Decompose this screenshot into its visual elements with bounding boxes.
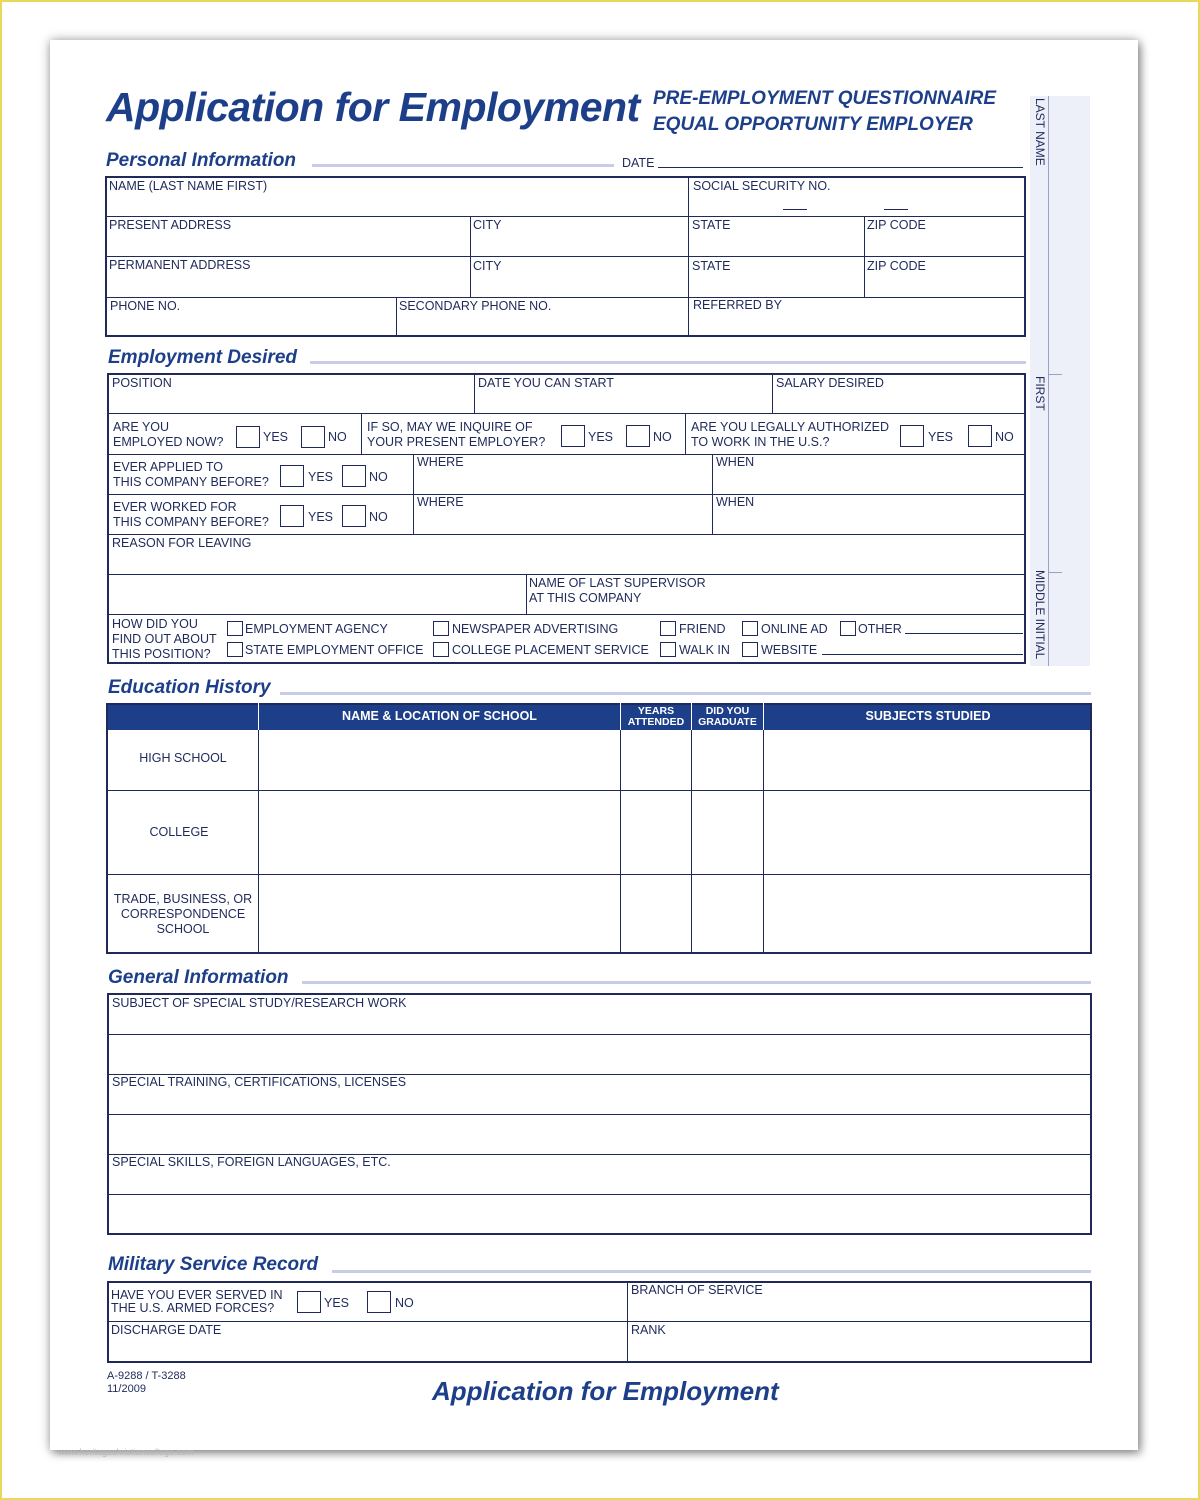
how-found-label-2: FIND OUT ABOUT [112,632,217,646]
source-agency-label: EMPLOYMENT AGENCY [245,622,388,636]
education-col-divider [620,703,621,954]
military-row-divider [107,1321,1092,1322]
worked-label-1: EVER WORKED FOR [113,500,237,514]
source-agency-checkbox[interactable] [227,621,243,636]
employment-col-divider [685,413,686,454]
worked-label-2: THIS COMPANY BEFORE? [113,515,269,529]
source-state-office-checkbox[interactable] [227,642,243,657]
education-col-divider [691,703,692,954]
name-field[interactable]: NAME (LAST NAME FIRST) [109,179,268,193]
authorized-label-1: ARE YOU LEGALLY AUTHORIZED [691,420,889,434]
inquire-label-2: YOUR PRESENT EMPLOYER? [367,435,546,449]
source-walk-in-label: WALK IN [679,643,730,657]
inquire-no-checkbox[interactable] [626,425,650,447]
employment-col-divider [361,413,362,454]
personal-col-divider [470,216,471,297]
education-row-divider [106,874,1092,875]
education-col-subjects: SUBJECTS STUDIED [865,709,991,723]
personal-col-divider [864,216,865,297]
served-label-2: THE U.S. ARMED FORCES? [111,1301,275,1315]
education-row-trade-3: SCHOOL [156,922,210,936]
education-row-trade-2: CORRESPONDENCE [120,907,246,921]
employment-row-divider [107,494,1026,495]
side-last-name-label: LAST NAME [1033,98,1047,166]
employment-row-divider [107,534,1026,535]
applied-no-checkbox[interactable] [342,465,366,487]
referred-by-field[interactable]: REFERRED BY [693,298,782,312]
special-study-field[interactable]: SUBJECT OF SPECIAL STUDY/RESEARCH WORK [112,996,407,1010]
served-yes-checkbox[interactable] [297,1291,321,1313]
education-row-divider [106,790,1092,791]
employment-row-divider [107,574,1026,575]
military-title-rule [332,1270,1091,1273]
personal-section-title: Personal Information [106,150,297,171]
inquire-yes-checkbox[interactable] [561,425,585,447]
applied-label-1: EVER APPLIED TO [113,460,224,474]
education-col-graduate-2: GRADUATE [698,716,757,728]
ssn-field[interactable]: SOCIAL SECURITY NO. [693,179,831,193]
inquire-no-label: NO [653,430,672,444]
employment-col-divider [526,574,527,614]
position-field[interactable]: POSITION [112,376,172,390]
employment-row-divider [107,454,1026,455]
personal-title-rule [312,164,614,167]
permanent-address-field[interactable]: PERMANENT ADDRESS [109,258,251,272]
source-online-ad-label: ONLINE AD [761,622,828,636]
education-col-years-1: YEARS [637,705,675,717]
inquire-label-1: IF SO, MAY WE INQUIRE OF [367,420,533,434]
education-title-rule [280,692,1091,695]
applied-no-label: NO [369,470,388,484]
supervisor-label-1[interactable]: NAME OF LAST SUPERVISOR [529,576,706,590]
source-college-checkbox[interactable] [433,642,449,657]
source-friend-label: FRIEND [679,622,726,636]
education-row-trade-1: TRADE, BUSINESS, OR [113,892,253,906]
footer-title: Application for Employment [432,1376,779,1406]
how-found-label-1: HOW DID YOU [112,617,198,631]
general-section-title: General Information [108,967,289,988]
form-code-number: A-9288 / T-3288 [107,1370,186,1382]
employment-col-divider [712,454,713,534]
employment-title-rule [310,361,1026,364]
employed-now-no-label: NO [328,430,347,444]
worked-yes-checkbox[interactable] [280,505,304,527]
date-label: DATE [622,156,655,170]
date-start-field[interactable]: DATE YOU CAN START [478,376,614,390]
education-col-graduate-1: DID YOU [705,705,750,717]
source-newspaper-label: NEWSPAPER ADVERTISING [452,622,619,636]
side-tick-first [1048,374,1062,375]
side-first-label: FIRST [1033,376,1047,411]
permanent-state-field[interactable]: STATE [692,259,731,273]
applied-when-field[interactable]: WHEN [716,455,755,469]
side-strip-divider [1048,96,1049,666]
side-tick-middle [1048,572,1062,573]
personal-col-divider [396,297,397,337]
form-code [107,1370,186,1396]
form-subtitle-questionnaire: PRE-EMPLOYMENT QUESTIONNAIRE [653,88,997,109]
source-other-label: OTHER [858,622,902,636]
employment-col-divider [474,373,475,413]
source-online-ad-checkbox[interactable] [742,621,758,636]
personal-row-divider [105,256,1026,257]
ssn-segment-line [783,209,807,210]
form-subtitle-eoe: EQUAL OPPORTUNITY EMPLOYER [653,114,973,135]
education-row-high-school: HIGH SCHOOL [139,751,227,765]
branch-field[interactable]: BRANCH OF SERVICE [631,1283,763,1297]
training-field[interactable]: SPECIAL TRAINING, CERTIFICATIONS, LICENSES [112,1075,407,1089]
applied-yes-checkbox[interactable] [280,465,304,487]
served-yes-label: YES [324,1296,350,1310]
watermark: www.heritagechristiancollege.com [58,1447,194,1457]
date-line[interactable] [658,167,1023,168]
ssn-segment-line [884,209,908,210]
employment-row-divider [107,614,1026,615]
education-col-divider [763,703,764,954]
authorized-yes-checkbox[interactable] [900,425,924,447]
employment-col-divider [772,373,773,413]
inquire-yes-label: YES [588,430,614,444]
rank-field[interactable]: RANK [631,1323,666,1337]
skills-field[interactable]: SPECIAL SKILLS, FOREIGN LANGUAGES, ETC. [112,1155,391,1169]
phone-field[interactable]: PHONE NO. [110,299,181,313]
military-section-title: Military Service Record [108,1254,319,1275]
source-newspaper-checkbox[interactable] [433,621,449,636]
served-label-1: HAVE YOU EVER SERVED IN [111,1288,283,1302]
side-middle-initial-label: MIDDLE INITIAL [1033,570,1047,660]
employment-col-divider [413,454,414,534]
permanent-city-field[interactable]: CITY [473,259,502,273]
supervisor-label-2: AT THIS COMPANY [529,591,642,605]
present-state-field[interactable]: STATE [692,218,731,232]
salary-field[interactable]: SALARY DESIRED [776,376,884,390]
authorized-yes-label: YES [928,430,954,444]
source-website-label: WEBSITE [761,643,818,657]
personal-row-divider [105,216,1026,217]
how-found-label-3: THIS POSITION? [112,647,211,661]
source-other-line[interactable] [905,633,1023,634]
discharge-date-field[interactable]: DISCHARGE DATE [111,1323,222,1337]
present-city-field[interactable]: CITY [473,218,502,232]
applied-label-2: THIS COMPANY BEFORE? [113,475,269,489]
source-college-label: COLLEGE PLACEMENT SERVICE [452,643,649,657]
employed-now-yes-checkbox[interactable] [236,426,260,448]
authorized-no-checkbox[interactable] [968,425,992,447]
served-no-label: NO [395,1296,414,1310]
source-friend-checkbox[interactable] [660,621,676,636]
served-no-checkbox[interactable] [367,1291,391,1313]
authorized-no-label: NO [995,430,1014,444]
present-zip-field[interactable]: ZIP CODE [867,218,926,232]
source-state-office-label: STATE EMPLOYMENT OFFICE [245,643,424,657]
general-row-divider [107,1034,1092,1035]
permanent-zip-field[interactable]: ZIP CODE [867,259,926,273]
education-col-years-2: ATTENDED [627,716,685,728]
general-title-rule [302,981,1091,984]
general-row-divider [107,1114,1092,1115]
source-walk-in-checkbox[interactable] [660,642,676,657]
worked-when-field[interactable]: WHEN [716,495,755,509]
authorized-label-2: TO WORK IN THE U.S.? [691,435,830,449]
employed-now-label-2: EMPLOYED NOW? [113,435,224,449]
secondary-phone-field[interactable]: SECONDARY PHONE NO. [399,299,552,313]
personal-row-divider [105,297,1026,298]
personal-col-divider [688,176,689,337]
employed-now-label-1: ARE YOU [113,420,170,434]
worked-no-label: NO [369,510,388,524]
applied-where-field[interactable]: WHERE [417,455,464,469]
employment-section-title: Employment Desired [108,347,297,368]
form-code-date: 11/2009 [107,1383,146,1395]
present-address-field[interactable]: PRESENT ADDRESS [109,218,232,232]
form-title: Application for Employment [106,84,640,130]
education-row-college: COLLEGE [149,825,209,839]
worked-where-field[interactable]: WHERE [417,495,464,509]
general-row-divider [107,1194,1092,1195]
worked-no-checkbox[interactable] [342,505,366,527]
education-col-school: NAME & LOCATION OF SCHOOL [342,709,537,723]
worked-yes-label: YES [308,510,334,524]
employed-now-yes-label: YES [263,430,289,444]
education-col-divider [258,703,259,954]
source-other-checkbox[interactable] [840,621,856,636]
education-section-title: Education History [108,677,271,698]
source-website-line[interactable] [822,654,1023,655]
employment-row-divider [107,413,1026,414]
applied-yes-label: YES [308,470,334,484]
reason-leaving-field[interactable]: REASON FOR LEAVING [112,536,252,550]
source-website-checkbox[interactable] [742,642,758,657]
military-col-divider [627,1281,628,1363]
employed-now-no-checkbox[interactable] [301,426,325,448]
